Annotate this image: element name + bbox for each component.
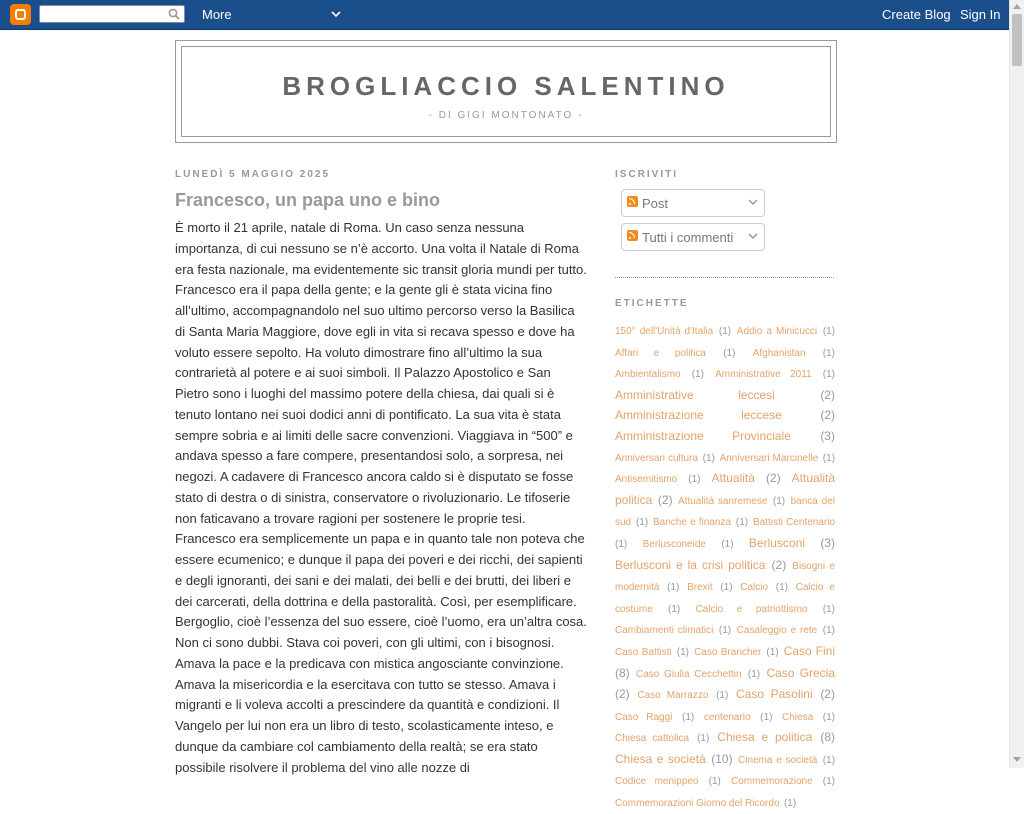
labels-cloud [615,320,835,814]
search-input[interactable] [39,5,185,23]
label-link[interactable]: centenario [703,711,751,723]
scrollbar-thumb[interactable] [1012,14,1022,66]
label-link[interactable]: Antisemitismo [615,474,678,486]
label-cloud-item [615,427,835,444]
post-paragraph: Francesco era semplicemente un papa e in quanto tale non poteva che essere ecumenico; e dunque il papa dei poveri e dei ricchi, dei sapienti e degli ignoranti, dei sani e dei malati, dei belli e dei brutti, dei liberi e dei carcerati, della dottrina e della pastoralità. Così, per esemplificare. Bergoglio, cioè l’essenza del suo essere, cioè l’uomo, era un’altra cosa. Non ci sono dubbi. Stava coi poveri, con gli ultimi, con i bisognosi. Amava la pace e la predicava con mistica angosciante convinzione. Amava la misericordia e la esercitava con tutto se stesso. Amava i migranti e li voleva accolti a prescindere da quantità e condizioni. Il Vangelo per lui non era un libro di testo, scolasticamente inteso, e dunque da cambiare col cambiamento della realtà; se era stato possibile risolvere il problema del vino alle nozze di [175,531,587,775]
label-cloud-item [678,491,785,508]
label-count: (1) [783,798,797,810]
label-link[interactable]: Calcio e patriottismo [695,603,808,615]
subscribe-heading: ISCRIVITI [615,169,679,180]
label-link[interactable]: 150° dell'Unità d'Italia [615,326,714,337]
label-count: (2) [820,687,835,702]
sidebar-divider [615,277,834,278]
label-link[interactable]: Addio a Minicucci [736,326,818,337]
rss-feed-icon [627,230,638,241]
label-cloud-item [753,343,835,360]
label-cloud-item [704,707,773,724]
label-link[interactable]: Ambientalismo [615,369,681,381]
label-cloud-item [615,386,835,403]
label-link[interactable]: Attualità politica [615,471,835,507]
label-count: (3) [820,428,835,443]
label-count: (1) [615,538,628,550]
label-link[interactable]: Banche e finanza [653,517,732,529]
label-count: (8) [615,665,630,680]
label-count: (1) [635,517,649,529]
label-count: (2) [771,557,787,572]
label-cloud-item [636,664,760,681]
label-count: (1) [716,690,729,702]
label-cloud-item [637,685,728,702]
label-link[interactable]: Calcio e costume [615,582,836,615]
label-link[interactable]: Amministrazione Provinciale [615,428,791,443]
blogger-navbar [0,0,1009,30]
label-link[interactable]: Chiesa e politica [717,730,813,745]
label-cloud-item [717,728,835,745]
label-count: (1) [822,369,835,381]
label-count: (2) [615,687,630,702]
blog-description: - DI GIGI MONTONATO - [428,110,584,121]
label-count: (2) [657,492,673,507]
label-link[interactable]: Caso Grecia [766,665,836,680]
label-count: (1) [822,603,835,615]
label-count: (1) [697,733,710,745]
label-count: (1) [735,517,749,529]
label-link[interactable]: Berlusconi [748,535,805,550]
label-link[interactable]: Attualità [711,471,755,486]
label-link[interactable]: Chiesa [782,711,814,723]
label-count: (1) [822,625,836,637]
search-icon[interactable] [168,8,180,20]
chevron-down-icon [748,232,758,240]
label-cloud-item [643,534,734,551]
label-count: (8) [820,730,835,745]
label-cloud-item [615,750,733,767]
label-cloud-item [615,771,721,788]
label-count: (1) [822,776,835,788]
label-cloud-item [695,599,835,616]
label-cloud-item [715,364,835,381]
label-cloud-item [687,577,732,594]
label-count: (1) [760,711,773,723]
label-cloud-item [737,321,835,338]
label-link[interactable]: Amministrazione leccese [615,408,782,423]
label-count: (1) [822,326,836,337]
label-cloud-item [615,556,786,573]
label-count: (1) [718,326,732,337]
sign-in-link[interactable]: Sign In [960,7,1001,22]
label-count: (1) [702,452,715,464]
label-cloud-item [738,750,835,767]
label-link[interactable]: Chiesa cattolica [615,733,690,745]
label-cloud-item [615,707,694,724]
chevron-down-icon[interactable] [329,7,343,21]
label-count: (1) [688,474,701,486]
label-count: (1) [766,646,779,658]
label-link[interactable]: Caso Raggi [615,711,673,723]
label-count: (1) [822,711,835,723]
label-cloud-item [615,321,731,338]
label-count: (1) [708,776,721,788]
label-cloud-item [615,343,735,360]
label-link[interactable]: Anniversari cultura [615,452,699,464]
label-count: (1) [718,625,732,637]
label-cloud-item [749,534,835,551]
more-menu-label[interactable]: More [202,7,232,22]
label-link[interactable]: Caso Brancher [694,646,762,658]
label-cloud-item [740,577,788,594]
label-count: (10) [711,751,733,766]
label-cloud-item [615,448,715,465]
subscribe-posts-label: Post [642,196,669,211]
label-cloud-item [615,406,835,423]
label-cloud-item [737,620,835,637]
label-link[interactable]: Battisti Centenario [752,517,836,529]
label-link[interactable]: Commemorazione [730,776,813,788]
label-cloud-item [694,642,779,659]
label-count: (3) [820,535,835,550]
label-cloud-item [615,469,701,486]
label-count: (2) [820,387,835,402]
label-link[interactable]: Calcio [740,582,769,594]
label-link[interactable]: Berlusconi e la crisi politica [615,557,766,572]
label-count: (1) [682,711,695,723]
blog-title[interactable]: BROGLIACCIO SALENTINO [282,71,730,101]
label-count: (1) [691,369,704,381]
label-count: (2) [765,471,781,486]
label-link[interactable]: Codice menippeo [615,776,699,788]
label-count: (1) [667,582,680,594]
label-count: (2) [820,408,835,423]
scroll-down-arrow-icon[interactable] [1013,757,1021,762]
labels-heading: ETICHETTE [615,298,689,309]
label-count: (1) [720,582,733,594]
label-link[interactable]: Anniversari Marcinelle [719,452,819,464]
label-count: (1) [822,452,836,464]
label-link[interactable]: Attualità sanremese [678,495,768,507]
subscribe-comments-label: Tutti i commenti [642,230,734,245]
blog-header [175,40,837,143]
label-link[interactable]: Bisogni e modernità [615,560,836,594]
label-count: (1) [772,495,786,507]
label-count: (1) [676,646,690,658]
label-count: (1) [668,603,681,615]
label-cloud-item [615,620,731,637]
label-count: (1) [822,347,835,359]
blog-header-inner [181,46,831,137]
post-title[interactable]: Francesco, un papa uno e bino [175,190,441,210]
label-link[interactable]: Caso Pasolini [736,687,813,702]
scroll-up-arrow-icon[interactable] [1013,4,1021,9]
label-cloud-item [736,685,835,702]
chevron-down-icon [748,198,758,206]
post-paragraph: È morto il 21 aprile, natale di Roma. Un caso senza nessuna importanza, di cui nessuno se n’è accorto. Una volta il Natale di Roma era festa nazionale, ma evidentemente sic transit gloria mundi per tutto. Francesco era il papa della gente; e la gente gli è stata vicina fino all’ultimo, accompagnandolo nel suo ultimo percorso verso la Basilica di Santa Maria Maggiore, dove egli in vita si recava spesso e dove ha voluto essere sepolto. Ha voluto dimostrare fino all’ultimo la sua contrarietà al potere e ai suoi simboli. Il Palazzo Apostolico e San Pietro sono i luoghi del massimo potere della chiesa, dai quali si è tenuto lontano nei suoi dodici anni di pontificato. La sua vita è stata sempre sobria e ai limiti delle sacre convenzioni. Viaggiava in “500” e andava spesso a fare compere, presentandosi solo, a sorpresa, nei negozi. A cadavere di Francesco ancora caldo si è disputato se fosse stato di destra o di sinistra, conservatore o rivoluzionario. Le tifoserie non faticavano a trovare ragioni per sostenere le proprie tesi. [175,220,587,526]
post-body [175,218,587,778]
label-link[interactable]: Caso Battisti [615,646,672,658]
vertical-scrollbar[interactable] [1009,0,1024,768]
create-blog-link[interactable]: Create Blog [882,7,951,22]
blogger-logo-icon[interactable] [10,4,31,25]
label-cloud-item [615,793,796,810]
label-cloud-item [653,512,748,529]
label-link[interactable]: Cambiamenti climatici [615,625,714,637]
label-link[interactable]: Berlusconeide [642,538,706,550]
label-cloud-item [731,771,835,788]
label-link[interactable]: Brexit [687,582,713,594]
label-link[interactable]: Commemorazioni Giorno del Ricordo [615,798,780,810]
label-count: (1) [747,668,761,680]
label-cloud-item [615,728,709,745]
label-link[interactable]: Caso Fini [783,643,835,658]
label-link[interactable]: Cinema e società [738,754,818,766]
label-link[interactable]: Amministrative leccesi [615,387,775,402]
subscribe-posts-button[interactable] [621,189,765,217]
label-link[interactable]: Chiesa e società [615,751,706,766]
label-link[interactable]: Affari e politica [615,347,706,359]
label-count: (1) [822,754,836,766]
label-count: (1) [721,538,734,550]
label-link[interactable]: Caso Marrazzo [637,690,709,702]
label-link[interactable]: banca del sud [615,495,836,529]
label-cloud-item [615,642,689,659]
label-link[interactable]: Caso Giulia Cecchettin [636,668,742,680]
label-cloud-item [615,364,704,381]
label-count: (1) [723,347,736,359]
post-date: LUNEDÌ 5 MAGGIO 2025 [175,169,331,180]
rss-feed-icon [627,196,638,207]
label-link[interactable]: Casaleggio e rete [736,625,818,637]
label-cloud-item [782,707,835,724]
label-cloud-item [712,469,781,486]
subscribe-comments-button[interactable] [621,223,765,251]
label-count: (1) [775,582,788,594]
label-link[interactable]: Amministrative 2011 [715,369,812,381]
label-link[interactable]: Afghanistan [752,347,806,359]
label-cloud-item [720,448,835,465]
